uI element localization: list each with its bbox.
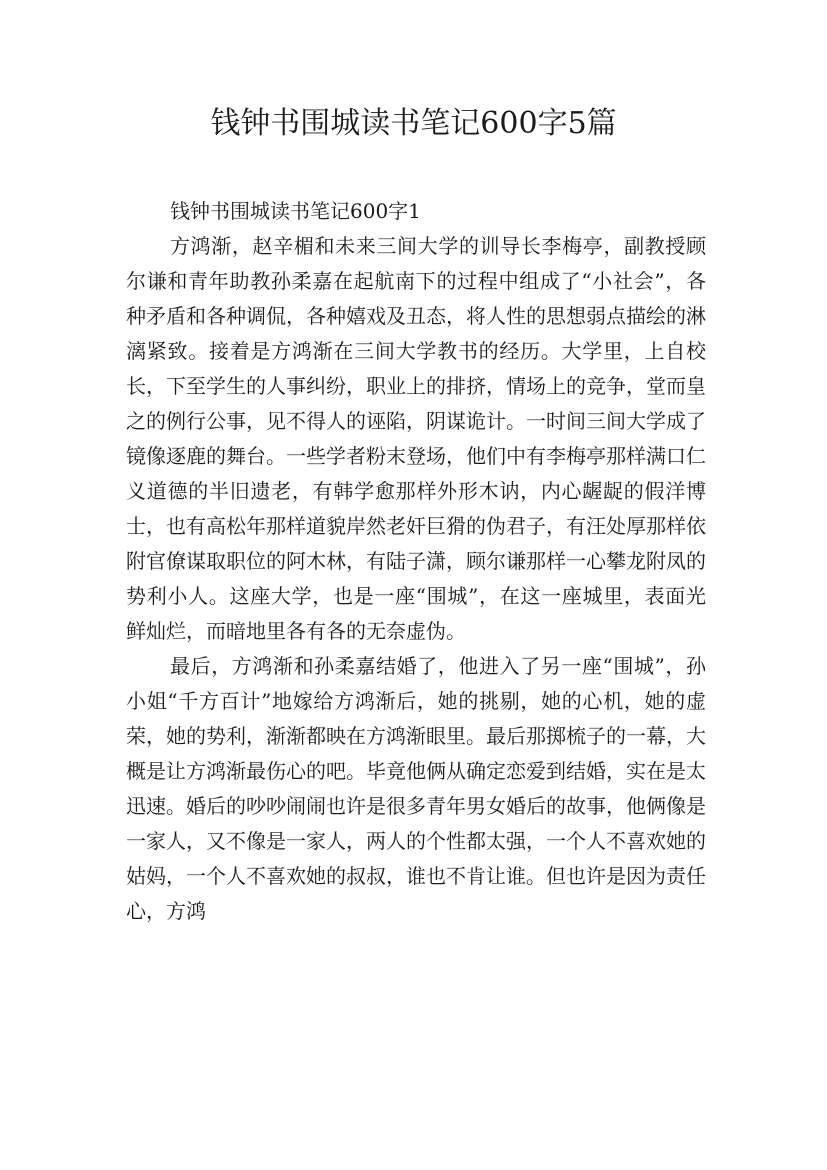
paragraph-1: 方鸿渐，赵辛楣和未来三间大学的训导长李梅亭，副教授顾尔谦和青年助教孙柔嘉在起航南下的过程中组成了“小社会”，各种矛盾和各种调侃，各种嬉戏及丑态，将人性的思想弱点描绘的淋漓紧致。接着是方鸿渐在三间大学教书的经历。大学里，上自校长，下至学生的人事纠纷，职业上的排挤，情场上的竞争，堂而皇之的例行公事，见不得人的诬陷，阴谋诡计。一时间三间大学成了镜像逐鹿的舞台。一些学者粉末登场，他们中有李梅亭那样满口仁义道德的半旧遗老，有韩学愈那样外形木讷，内心龌龊的假洋博士，也有高松年那样道貌岸然老奸巨猾的伪君子，有汪处厚那样依附官僚谋取职位的阿木林，有陆子潇，顾尔谦那样一心攀龙附凤的势利小人。这座大学，也是一座“围城”，在这一座城里，表面光鲜灿烂，而暗地里各有各的无奈虚伪。	[126, 234, 706, 643]
document-body	[126, 194, 706, 929]
paragraph-2: 最后，方鸿渐和孙柔嘉结婚了，他进入了另一座“围城”，孙小姐“千方百计”地嫁给方鸿渐后，她的挑剔，她的心机，她的虚荣，她的势利，渐渐都映在方鸿渐眼里。最后那掷梳子的一幕，大概是让方鸿渐最伤心的吧。毕竟他俩从确定恋爱到结婚，实在是太迅速。婚后的吵吵闹闹也许是很多青年男女婚后的故事，他俩像是一家人，又不像是一家人，两人的个性都太强，一个人不喜欢她的姑妈，一个人不喜欢她的叔叔，谁也不肯让谁。但也许是因为责任心，方鸿	[126, 654, 706, 923]
section-heading: 钱钟书围城读书笔记600字1	[170, 199, 421, 223]
document-title: 钱钟书围城读书笔记600字5篇	[210, 106, 617, 141]
